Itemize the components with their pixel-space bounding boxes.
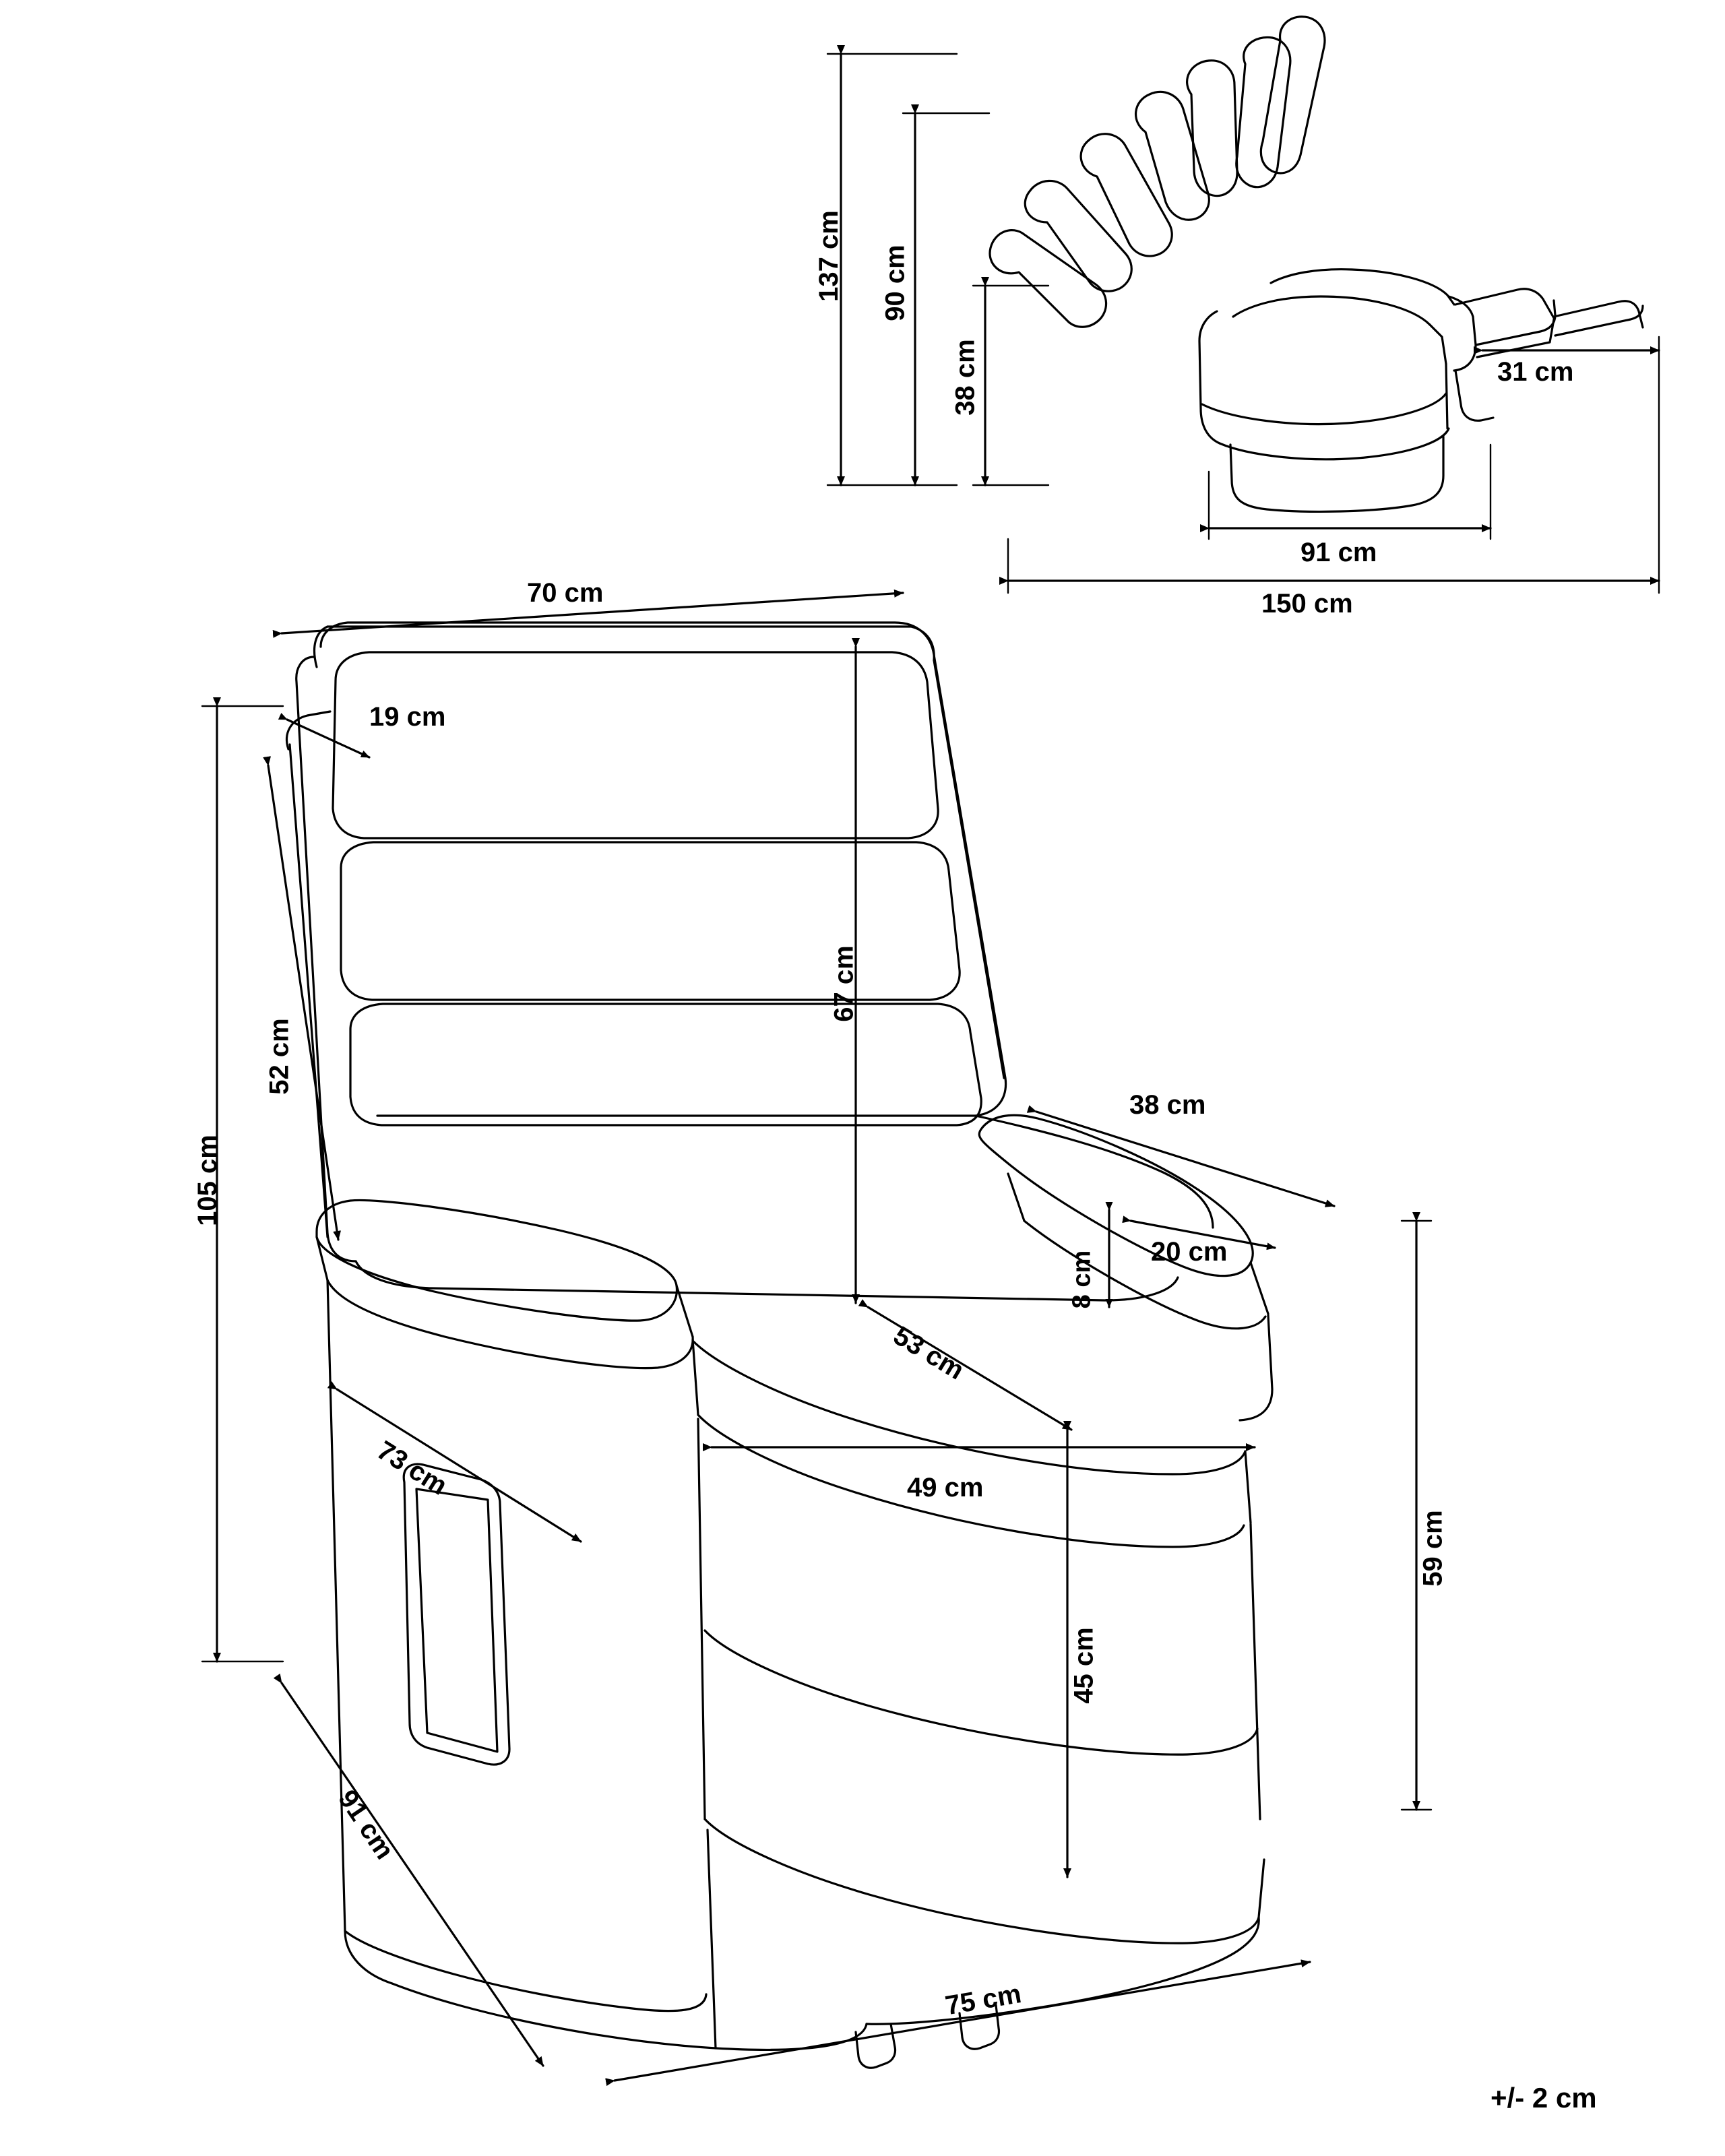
dim-label-70: 70 cm bbox=[527, 578, 604, 608]
dim-label-91-depth: 91 cm bbox=[1300, 538, 1377, 567]
dim-label-8: 8 cm bbox=[1067, 1250, 1096, 1309]
dim-label-49: 49 cm bbox=[907, 1473, 984, 1502]
dim-label-90: 90 cm bbox=[880, 245, 910, 321]
dim-label-67: 67 cm bbox=[829, 945, 859, 1022]
dim-label-73: 73 cm bbox=[371, 1435, 453, 1501]
dim-label-53: 53 cm bbox=[888, 1321, 970, 1386]
dim-label-31: 31 cm bbox=[1497, 357, 1574, 387]
dim-73 bbox=[337, 1389, 581, 1542]
dim-label-45: 45 cm bbox=[1069, 1627, 1099, 1704]
recliner-perspective-illustration bbox=[287, 623, 1272, 2068]
dim-label-59: 59 cm bbox=[1418, 1510, 1448, 1587]
dim-label-75: 75 cm bbox=[943, 1979, 1024, 2021]
dim-label-38-height: 38 cm bbox=[950, 339, 980, 416]
dim-90 bbox=[903, 113, 989, 485]
dim-53 bbox=[868, 1307, 1071, 1430]
dim-label-19: 19 cm bbox=[369, 702, 446, 732]
dim-38-height bbox=[973, 286, 1048, 485]
dim-38-armrest bbox=[1036, 1112, 1334, 1206]
dim-label-137: 137 cm bbox=[813, 210, 844, 302]
dim-label-91-main: 91 cm bbox=[332, 1784, 400, 1865]
dim-75 bbox=[615, 1962, 1310, 2081]
tolerance-note: +/- 2 cm bbox=[1491, 2082, 1597, 2114]
reclined-chair-illustration bbox=[990, 17, 1643, 512]
dim-label-105: 105 cm bbox=[192, 1135, 222, 1226]
dim-label-20: 20 cm bbox=[1151, 1237, 1228, 1267]
dim-52 bbox=[264, 765, 338, 1240]
dim-label-150-depth: 150 cm bbox=[1261, 589, 1353, 619]
dim-91-main bbox=[282, 1683, 543, 2066]
dim-label-52: 52 cm bbox=[264, 1018, 294, 1095]
dim-label-38-armrest: 38 cm bbox=[1129, 1090, 1206, 1120]
